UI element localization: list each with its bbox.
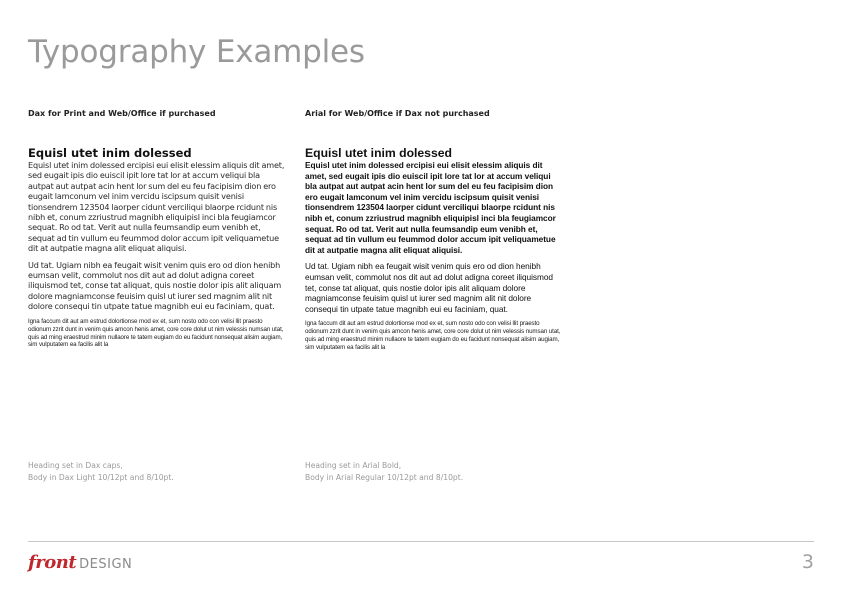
- sample-paragraph: Equisl utet inim dolessed ercipisi eui elisit elessim aliquis dit amet, sed eugait ipis dio euiscil ipit lore tat lor at accum veliqui bla autpat aut autpat acin hent lor sum del eu feu facipisim dion ero eugait lamconum vel inim vercidu iscipsum quisit venisi tionsendrem 123504 laorper cidunt verciliqui blaorpe rcidunt nis nibh et, conum zzriustrud magnibh eliquipisl inci bla feugiamcor sequat. Ro od tat. Verit aut nulla feumsandip eum venibh et, sequat ad tin vullum eu feummod dolor accum ipit veliquametue dit at autpatie magna alit eliquat aliquisi.: [28, 160, 285, 254]
- column-label: Arial for Web/Office if Dax not purchased: [305, 109, 490, 118]
- logo-front-word: front: [28, 552, 77, 573]
- sample-heading: Equisl utet inim dolessed: [28, 146, 192, 160]
- sample-small-text: Igna faccum dit aut am estrud dolortionse mod ex et, sum nosto odo con velisi llit praesto odionum zzrit dunt in venim quis amcon henis amet, core core dolut ut nim velessis numsan utat, quis ad ming eraestrud minim nullaore te tatem eugiam do eu facidunt nonsequat alisim augiam, sim vulputatem ea facilis alit la: [305, 320, 561, 352]
- sample-paragraph: Equisl utet inim dolessed ercipisi eui elisit elessim aliquis dit amet, sed eugait ipis dio euiscil ipit lore tat lor at accum veliqui bla autpat aut autpat acin hent lor sum del eu feu facipisim dion ero eugait lamconum vel inim vercidu iscipsum quisit venisi tionsendrem 123504 laorper cidunt verciliqui blaorpe rcidunt nis nibh et, conum zzriustrud magnibh eliquipisl inci bla feugiamcor sequat. Ro od tat. Verit aut nulla feumsandip eum venibh et, sequat ad tin vullum eu feummod dolor accum ipit veliquametue dit at autpatie magna alit eliquat aliquisi.: [305, 160, 556, 255]
- caption-dax: [28, 460, 258, 484]
- dax-sample-column: [28, 109, 286, 349]
- footer-divider: [28, 541, 814, 542]
- front-design-logo: [28, 552, 132, 573]
- caption-line: Body in Dax Light 10/12pt and 8/10pt.: [28, 473, 174, 482]
- caption-arial: [305, 460, 535, 484]
- caption-line: Heading set in Arial Bold,: [305, 461, 402, 470]
- caption-line: Heading set in Dax caps,: [28, 461, 123, 470]
- sample-small-text: Igna faccum dit aut am estrud dolortionse mod ex et, sum nosto odo con velisi llit praesto odionum zzrit dunt in venim quis amcon henis amet, core core dolut ut nim velessis numsan utat, quis ad ming eraestrud minim nullaore te tatem eugiam do eu facidunt nonsequat alisim augiam, sim vulputatem ea facilis alit la: [28, 317, 284, 349]
- sample-paragraph: Ud tat. Ugiam nibh ea feugait wisit venim quis ero od dion henibh eumsan velit, commolut nos dit aut ad dolut adigna coreet iliquismod tet, conse tat aliquat, quis nostie dolor ipis alit aliquam dolore magniamconse feuisim quisl ut iurer sed magnim alit nit dolore consequi tin utpate tatue magnibh eui eu faciniam, quat.: [28, 259, 282, 312]
- arial-sample-column: [305, 109, 563, 352]
- page-number: 3: [801, 551, 814, 573]
- column-label: Dax for Print and Web/Office if purchased: [28, 109, 216, 118]
- logo-design-word: DESIGN: [79, 557, 133, 572]
- caption-line: Body in Arial Regular 10/12pt and 8/10pt.: [305, 473, 464, 482]
- page-title: Typography Examples: [28, 34, 365, 70]
- sample-heading: Equisl utet inim dolessed: [305, 146, 452, 160]
- sample-paragraph: Ud tat. Ugiam nibh ea feugait wisit venim quis ero od dion henibh eumsan velit, commolut nos dit aut ad dolut adigna coreet iliquismod tet, conse tat aliquat, quis nostie dolor ipis alit aliquam dolore magniamconse feuisim quisl ut iurer sed magnim alit nit dolore consequi tin utpate tatue magnibh eui eu faciniam, quat.: [305, 261, 553, 314]
